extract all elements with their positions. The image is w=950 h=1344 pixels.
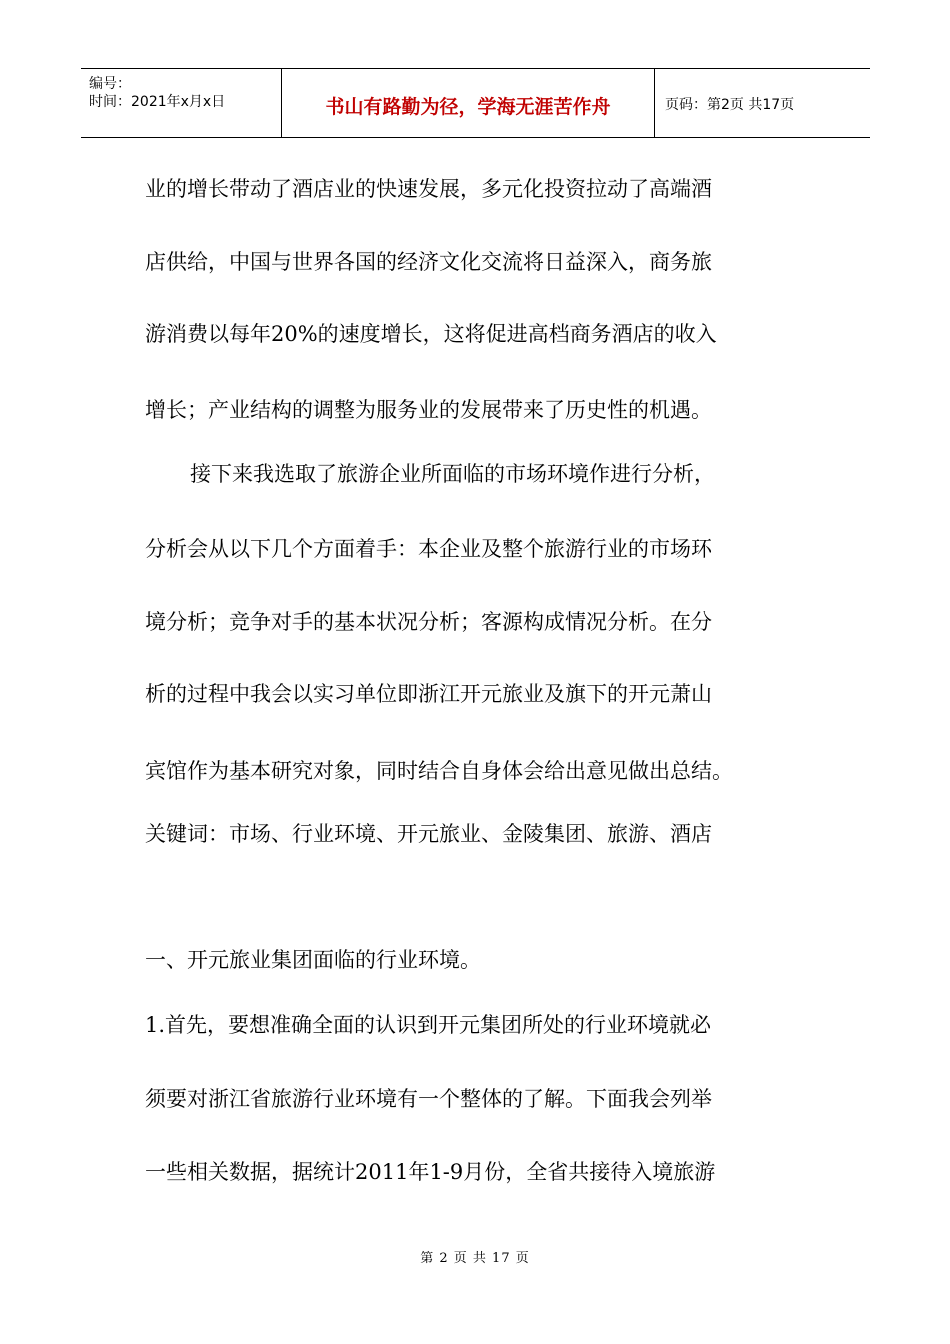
- keywords-line: 关键词：市场、行业环境、开元旅业、金陵集团、旅游、酒店: [145, 822, 712, 846]
- page-footer: 第 2 页 共 17 页: [420, 1251, 530, 1266]
- body-line: 须要对浙江省旅游行业环境有一个整体的了解。下面我会列举: [145, 1087, 712, 1111]
- header-page-cell: [655, 69, 870, 137]
- header-motto: 书山有路勤为径，学海无涯苦作舟: [325, 96, 611, 118]
- body-line: 分析会从以下几个方面着手：本企业及整个旅游行业的市场环: [145, 537, 712, 561]
- header-motto-cell: [282, 69, 655, 137]
- body-line: 业的增长带动了酒店业的快速发展，多元化投资拉动了高端酒: [145, 177, 712, 201]
- section-heading: 一、开元旅业集团面临的行业环境。: [145, 948, 481, 972]
- body-line: 接下来我选取了旅游企业所面临的市场环境作进行分析，: [190, 462, 715, 486]
- page-header: [81, 68, 870, 138]
- document-date-label: 时间：2021年x月x日: [89, 94, 226, 110]
- body-line: 析的过程中我会以实习单位即浙江开元旅业及旗下的开元萧山: [145, 682, 712, 706]
- document-number-label: 编号：: [89, 76, 131, 92]
- body-line: 境分析；竞争对手的基本状况分析；客源构成情况分析。在分: [145, 610, 712, 634]
- body-line: 一些相关数据，据统计2011年1-9月份，全省共接待入境旅游: [145, 1160, 716, 1184]
- body-line: 宾馆作为基本研究对象，同时结合自身体会给出意见做出总结。: [145, 759, 733, 783]
- body-line: 游消费以每年20%的速度增长，这将促进高档商务酒店的收入: [145, 322, 717, 346]
- body-line: 1.首先，要想准确全面的认识到开元集团所处的行业环境就必: [145, 1013, 712, 1037]
- header-info-cell: [81, 69, 282, 137]
- body-line: 店供给，中国与世界各国的经济文化交流将日益深入，商务旅: [145, 250, 712, 274]
- body-line: 增长；产业结构的调整为服务业的发展带来了历史性的机遇。: [145, 398, 712, 422]
- header-page-code: 页码：第2页 共17页: [665, 97, 795, 113]
